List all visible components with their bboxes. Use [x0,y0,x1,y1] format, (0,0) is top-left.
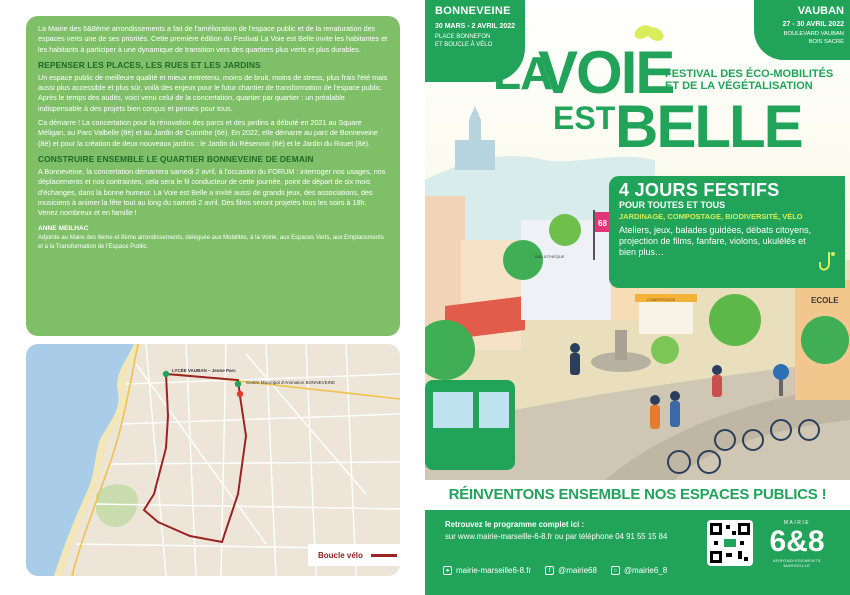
section1-paragraph-2: Ca démarre ! La concertation pour la rénovation des parcs et des jardins a débuté en 2021 au Square Méligan, au Parc Valbelle (8è) et au Jardin de Corinthe (6è). En 2022, elle démarre au parc de Bonneveine (8è) et pour la création de deux nouveaux jardins : le Jardin du Réservoir (6è) et le Jardin du Rouet (8è). [38,118,378,148]
social-instagram-label: @mairie6_8 [623,566,668,575]
social-instagram[interactable] [611,566,667,575]
bonneveine-place-1: PLACE BONNEFON [435,34,491,40]
logo-bottom: ARRONDISSEMENTS MARSEILLE [773,558,821,568]
title-la: LA [493,47,553,99]
instagram-icon: ○ [611,566,620,575]
intro-paragraph: La Mairie des 6&8ème arrondissements a fait de l'amélioration de l'espace public et de la renaturation des espaces verts une de ses priorités. Cette première édition du Festival La Voie est Belle invite les habitantes et les habitants à participer à une dynamique de transition vers des quartiers plus verts et plus durables. [38,24,388,54]
ecole-sign: ECOLE [811,296,839,305]
map-label-centre: Centre Municipal d'Animation BONNEVEINE [246,380,336,385]
social-facebook[interactable] [545,566,597,575]
section1-paragraph-1: Un espace public de meilleure qualité et mieux entretenu, moins de bruit, moins de stress, plus frais l'été mais aussi plus accessible et plus sûr, voilà des enjeux pour le futur chantier de transformation de l'espace public. Après le temps des audits, voici venu celui de la concertation, quartier par quartier : un préalable indispensable à des projets bien conçus et pensés pour tous. [38,72,388,113]
section2-paragraph: A Bonneveine, la concertation démarrera samedi 2 avril, à l'occasion du FORUM : interroger nos usages, nos déplacements et nos contraintes, cela sera le fil conducteur de cette journée, point de départ de six mois d'échanges, dans la bonne humeur. La Voie est Belle a invité aussi de grands jeux, des associations, des musiciens à animer la fête tout au long du samedi 2 avril. Des films seront projetés tous les soirs à 18h. Venez nombreux et en famille ! [38,166,386,218]
mairie-logo [767,520,827,586]
four-days-title: 4 JOURS FESTIFS [619,180,780,200]
vauban-place-1: BOULEVARD VAUBAN [783,31,844,37]
festival-highlights-box [609,176,845,288]
section2-title: CONSTRUIRE ENSEMBLE LE QUARTIER BONNEVEINE DE DEMAIN [38,153,314,164]
marker-lycee [163,371,169,377]
festival-line-1: FESTIVAL DES ÉCO-MOBILITÉS [665,68,834,80]
footer [425,510,850,595]
qr-code[interactable] [707,520,753,566]
festival-activities: Ateliers, jeux, balades guidées, débats citoyens, projection de films, fanfare, violons, ukulélés et bien plus… [619,225,812,257]
marker-centre-1 [235,381,241,387]
tram [425,380,515,470]
signature-role: Adjointe au Maire des 6ème et 8ème arrondissements, déléguée aux Mobilités, à la Voirie, aux Espaces Verts, aux Emplacements et à la Transformation de l'Espace Public. [38,235,384,250]
map-label-lycee: LYCÉE VAUBAN – Jeune Parc [172,368,236,373]
logo-number: 6&8 [769,525,825,558]
social-links [443,566,667,575]
sea-area [26,344,134,576]
sign-compostage: COMPOSTAGE [647,297,676,302]
basilica [455,106,495,170]
section1-title: REPENSER LES PLACES, LES RUES ET LES JARDINS [38,59,261,70]
title-belle: BELLE [615,93,802,160]
social-web-label: mairie-marseille6-8.fr [456,566,532,575]
legend-line [371,554,397,557]
bike-loop-route [144,374,246,542]
footer-programme: Retrouvez le programme complet ici : [445,520,585,529]
marker-centre-2 [237,391,243,397]
saxophone-icon [817,250,837,274]
facebook-icon: f [545,566,554,575]
vauban-dates: 27 - 30 AVRIL 2022 [782,21,844,28]
social-facebook-label: @mairie68 [558,566,597,575]
tagline: RÉINVENTONS ENSEMBLE NOS ESPACES PUBLICS ! [425,480,850,512]
park-area [96,484,138,527]
bonneveine-title: BONNEVEINE [435,5,511,17]
four-days-subtitle: POUR TOUTES ET TOUS [619,200,726,210]
legend-label: Boucle vélo [318,550,363,560]
festival-subtitle [665,68,845,92]
title-est: EST [553,100,616,136]
bonneveine-place-2: ET BOUCLE À VÉLO [435,42,493,48]
signature-name: ANNE MEILHAC [38,225,89,233]
qr-code-graphic [710,523,750,563]
sign-bibliotheque: BIBLIOTHÈQUE [535,254,565,259]
vauban-badge [754,0,850,60]
map-graphic [26,344,400,576]
vauban-place-2: BOIS SACRÉ [808,38,844,45]
bike-loop-map [26,344,400,576]
right-panel [425,0,850,595]
social-web[interactable] [443,566,531,575]
title-voie: VOIE [538,39,674,106]
bonneveine-dates: 30 MARS - 2 AVRIL 2022 [435,23,516,30]
festival-line-2: ET DE LA VÉGÉTALISATION [665,80,813,92]
globe-icon: ● [443,566,452,575]
flag-label: 68 [598,219,607,228]
vauban-title: VAUBAN [797,5,844,17]
logo-top: MAIRIE [783,520,811,526]
intro-text-box [26,16,400,336]
festival-themes: JARDINAGE, COMPOSTAGE, BIODIVERSITÉ, VÉLO [619,212,803,221]
footer-contact: sur www.mairie-marseille-6-8.fr ou par téléphone 04 91 55 15 84 [445,532,668,541]
map-legend [308,544,400,566]
